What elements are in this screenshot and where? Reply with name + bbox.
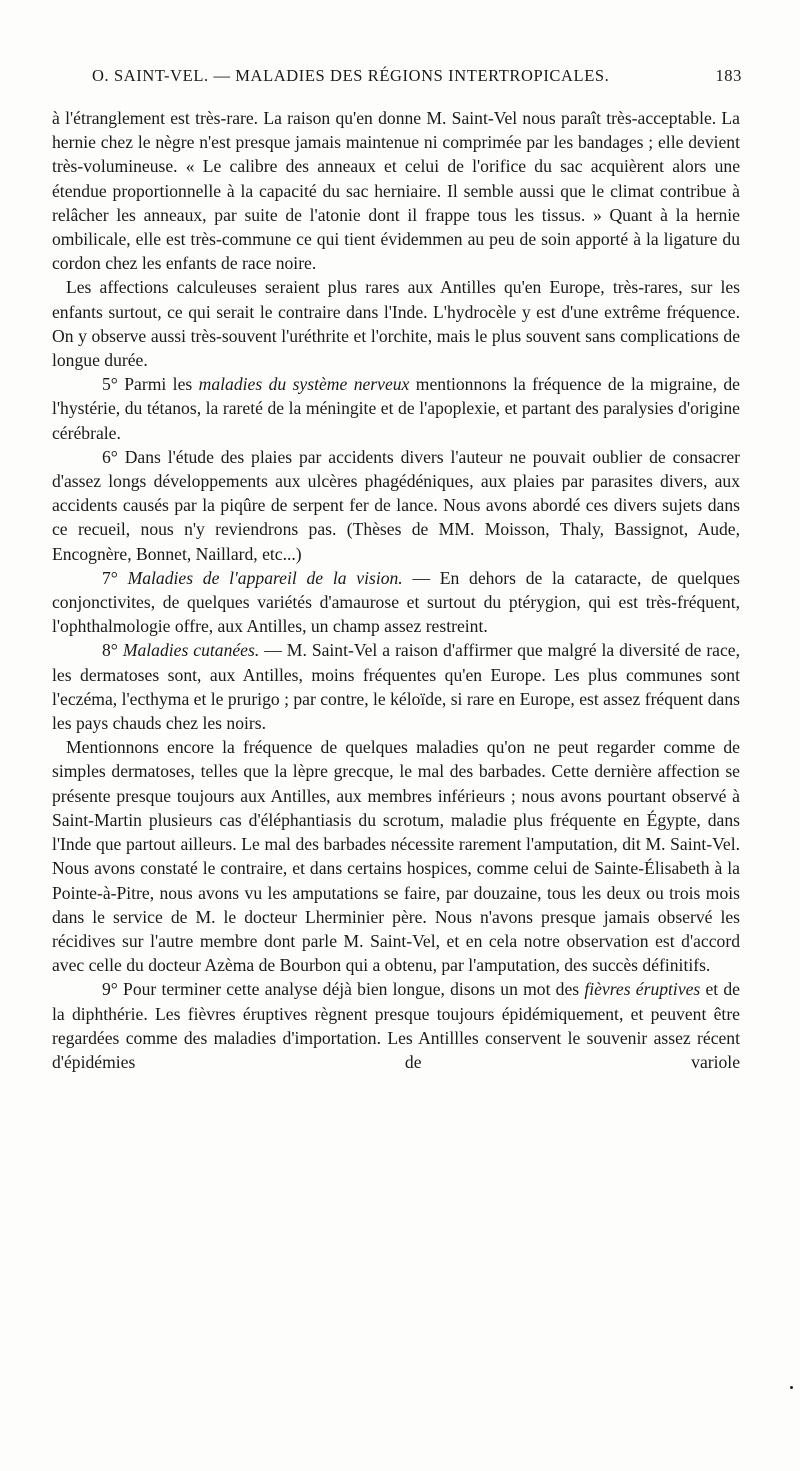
paragraph-text: — En dehors de la cataracte, de quelques conjonctivites, de quelques variétés d'amaurose et surtout du ptérygion, qui est très-fréquent, l'ophthalmologie offre, aux Antilles, un champ assez restreint. — [52, 567, 740, 637]
paragraph-nervous-system — [52, 372, 740, 445]
scan-speck — [790, 1386, 793, 1389]
section-number: 9° — [102, 979, 118, 1000]
page-number: 183 — [715, 66, 742, 85]
paragraph-text: Dans l'étude des plaies par accidents divers l'auteur ne pouvait oublier de consacrer d'assez longs développements aux ulcères phagédéniques, aux plaies par parasites divers, aux accidents causés par la piqûre de serpent fer de lance. Nous avons abordé ces divers sujets dans ce recueil, nous n'y reviendrons pas. (Thèses de MM. Moisson, Thaly, Bassignot, Aude, Encognère, Bonnet, Naillard, etc...) — [52, 446, 740, 564]
section-heading-italic: Maladies de l'appareil de la vision. — [127, 567, 403, 588]
paragraph-calculous: Les affections calculeuses seraient plus rares aux Antilles qu'en Europe, très-rares, sur les enfants surtout, ce qui serait le contraire dans l'Inde. L'hydrocèle y est d'une extrême fréquence. On y observe aussi très-souvent l'uréthrite et l'orchite, mais le plus souvent sans complications de longue durée. — [52, 277, 740, 371]
section-heading-italic: Maladies cutanées. — [122, 640, 260, 661]
body-text — [52, 106, 740, 1074]
paragraph-text: Parmi les — [117, 374, 199, 395]
section-number: 5° — [102, 374, 118, 395]
paragraph-skin — [52, 638, 740, 735]
paragraph-elephantiasis: Mentionnons encore la fréquence de quelques maladies qu'on ne peut regarder comme de simples dermatoses, telles que la lèpre grecque, le mal des barbades. Cette dernière affection se présente presque toujours aux Antilles, aux membres inférieurs ; nous avons pourtant observé à Saint-Martin plusieurs cas d'éléphantiasis du scrotum, maladie plus fréquente en Égypte, dans l'Inde que partout ailleurs. Le mal des barbades nécessite rarement l'amputation, dit M. Saint-Vel. Nous avons constaté le contraire, et dans certains hospices, comme celui de Sainte-Élisabeth à la Pointe-à-Pitre, nous avons vu les amputations se faire, par douzaine, tous les deux ou trois mois dans le service de M. le docteur Lherminier père. Nous n'avons presque jamais observé les récidives sur l'autre membre dont parle M. Saint-Vel, et en cela notre observation est d'accord avec celle du docteur Azèma de Bourbon qui a obtenu, par l'amputation, des succès définitifs. — [52, 737, 740, 976]
section-heading-italic: maladies du système nerveux — [198, 374, 410, 395]
section-number: 6° — [102, 446, 118, 467]
section-number: 7° — [102, 567, 118, 588]
paragraph-text: et de la diphthérie. Les fièvres éruptives règnent presque toujours épidémiquement, et peuvent être regardées comme des maladies d'importation. Les Antillles conservent le souvenir assez récent d'épidémies de variole — [52, 979, 740, 1072]
running-header — [92, 66, 742, 92]
paragraph-hernia: à l'étranglement est très-rare. La raison qu'en donne M. Saint-Vel nous paraît très-acceptable. La hernie chez le nègre n'est presque jamais maintenue ni comprimée par les bandages ; elle devient très-volumineuse. « Le calibre des anneaux et celui de l'orifice du sac acquièrent alors une étendue proportionnelle à la capacité du sac herniaire. Il semble aussi que le climat contribue à relâcher les anneaux, par suite de l'atonie dont il frappe tous les tissus. » Quant à la hernie ombilicale, elle est très-commune ce qui tient évidemmen au peu de soin apporté à la ligature du cordon chez les enfants de race noire. — [52, 108, 740, 274]
paragraph-text: mentionnons la fréquence de la migraine, de l'hystérie, du tétanos, la rareté de la méningite et de l'apoplexie, et partant des paralysies d'origine cérébrale. — [52, 374, 740, 443]
paragraph-wounds — [52, 445, 740, 566]
paragraph-vision — [52, 566, 740, 639]
running-title: O. SAINT-VEL. — MALADIES DES RÉGIONS INTERTROPICALES. — [92, 66, 610, 85]
section-heading-italic: fièvres éruptives — [584, 979, 701, 1000]
section-number: 8° — [102, 640, 118, 661]
paragraph-text: Pour terminer cette analyse déjà bien longue, disons un mot des — [117, 979, 585, 1000]
paragraph-eruptive-fevers — [52, 977, 740, 1074]
paragraph-text: — M. Saint-Vel a raison d'affirmer que malgré la diversité de race, les dermatoses sont, aux Antilles, moins fréquentes qu'en Europe. Les plus communes sont l'eczéma, l'ecthyma et le prurigo ; par contre, le kéloïde, si rare en Europe, est assez fréquent dans les pays chauds chez les noirs. — [52, 640, 741, 734]
